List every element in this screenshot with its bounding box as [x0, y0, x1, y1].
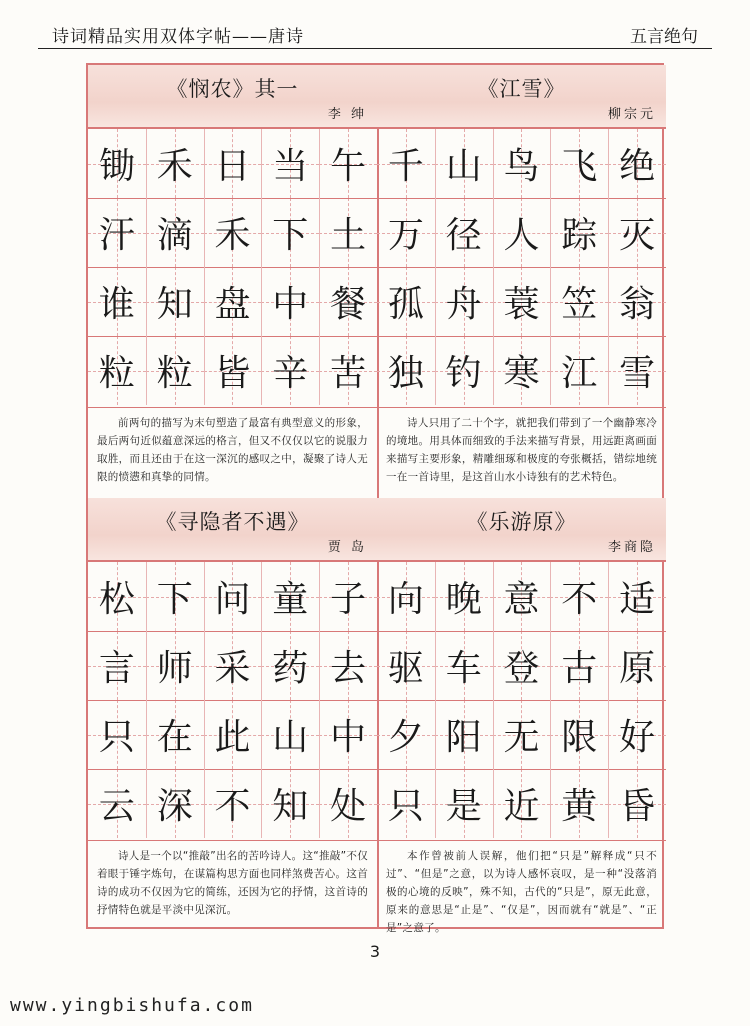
poem-character: 言 — [98, 648, 135, 689]
poem-character: 江 — [561, 353, 598, 394]
poem-author: 李商隐 — [607, 540, 656, 555]
character-cell — [377, 129, 435, 198]
poem-character: 处 — [330, 786, 367, 827]
poem-commentary: 诗人只用了二十个字，就把我们带到了一个幽静寒冷的境地。用具体而细致的手法来描写背景，用远距离画面来描写主要形象，精雕细琢和极度的夸张概括，错综地统一在一首诗里，是这首山水小诗独有的艺术特色。 — [377, 407, 666, 498]
poem-character: 登 — [503, 648, 540, 689]
poem-panel — [377, 65, 666, 498]
character-cell — [88, 198, 146, 267]
poem-character: 童 — [272, 579, 309, 620]
poem-character: 知 — [272, 786, 309, 827]
poem-character: 舟 — [445, 284, 482, 325]
column-line — [550, 562, 551, 838]
poem-character: 禾 — [214, 215, 251, 256]
poem-commentary: 前两句的描写为末句塑造了最富有典型意义的形象，最后两句近似蕴意深远的格言，但又不仅仅以它的说服力取胜，而且还由于在这一深沉的感叹之中，凝聚了诗人无限的愤懑和真挚的同情。 — [88, 407, 377, 498]
poem-character: 鸟 — [503, 146, 540, 187]
character-cell — [550, 198, 608, 267]
column-line — [493, 562, 494, 838]
row-line — [88, 700, 377, 701]
poem-character: 盘 — [214, 284, 251, 325]
poem-character: 不 — [561, 579, 598, 620]
character-cell — [493, 562, 551, 631]
character-cell — [319, 700, 377, 769]
character-cell — [435, 562, 493, 631]
column-line — [493, 129, 494, 405]
character-cell — [261, 267, 319, 336]
poem-character: 独 — [387, 353, 424, 394]
character-cell — [608, 700, 666, 769]
poem-commentary: 诗人是一个以“推敲”出名的苦吟诗人。这“推敲”不仅着眼于锤字炼句，在谋篇构思方面也同样煞费苦心。这首诗的成功不仅因为它的简练，还因为它的抒情，这首诗的抒情特色就是平淡中见深沉。 — [88, 840, 377, 931]
character-cell — [146, 769, 204, 838]
character-cell — [88, 129, 146, 198]
column-line — [435, 129, 436, 405]
character-cell — [493, 267, 551, 336]
row-line — [88, 336, 377, 337]
poem-character: 踪 — [561, 215, 598, 256]
character-cell — [88, 700, 146, 769]
character-cell — [261, 562, 319, 631]
poem-character: 在 — [156, 717, 193, 758]
poem-character: 午 — [330, 146, 367, 187]
character-cell — [319, 631, 377, 700]
poem-character: 雪 — [619, 353, 656, 394]
poem-character: 千 — [387, 146, 424, 187]
page-header — [38, 20, 712, 49]
poem-character: 土 — [330, 215, 367, 256]
poem-character: 绝 — [619, 146, 656, 187]
column-line — [608, 129, 609, 405]
poem-character: 深 — [156, 786, 193, 827]
character-cell — [319, 336, 377, 405]
character-grid — [377, 562, 666, 838]
poem-character: 飞 — [561, 146, 598, 187]
poem-character: 粒 — [98, 353, 135, 394]
poem-character: 向 — [387, 579, 424, 620]
poem-character: 驱 — [387, 648, 424, 689]
character-cell — [146, 129, 204, 198]
poem-character: 灭 — [619, 215, 656, 256]
poem-author: 柳宗元 — [607, 107, 656, 122]
row-line — [88, 198, 377, 199]
character-cell — [204, 562, 262, 631]
poem-character: 粒 — [156, 353, 193, 394]
poem-character: 好 — [619, 717, 656, 758]
character-cell — [261, 769, 319, 838]
character-cell — [146, 336, 204, 405]
character-cell — [319, 562, 377, 631]
column-line — [608, 562, 609, 838]
column-line — [435, 562, 436, 838]
character-cell — [204, 336, 262, 405]
character-cell — [377, 267, 435, 336]
poem-character: 原 — [619, 648, 656, 689]
poem-character: 子 — [330, 579, 367, 620]
poem-title: 《悯农》其一 — [166, 77, 299, 101]
poem-panel — [377, 498, 666, 934]
character-cell — [608, 336, 666, 405]
poem-character: 笠 — [561, 284, 598, 325]
column-line — [146, 562, 147, 838]
poem-character: 无 — [503, 717, 540, 758]
column-line — [204, 129, 205, 405]
poem-panel — [88, 65, 377, 498]
character-cell — [204, 129, 262, 198]
poem-character: 蓑 — [503, 284, 540, 325]
character-cell — [377, 700, 435, 769]
row-line — [88, 631, 377, 632]
character-cell — [88, 769, 146, 838]
poem-character: 谁 — [98, 284, 135, 325]
character-cell — [550, 631, 608, 700]
poem-panel — [88, 498, 377, 931]
character-cell — [435, 198, 493, 267]
poem-character: 阳 — [445, 717, 482, 758]
character-cell — [377, 562, 435, 631]
poem-character: 人 — [503, 215, 540, 256]
poem-banner — [377, 498, 666, 562]
column-line — [146, 129, 147, 405]
poem-character: 中 — [272, 284, 309, 325]
character-cell — [435, 769, 493, 838]
character-cell — [550, 336, 608, 405]
poem-character: 山 — [445, 146, 482, 187]
character-cell — [435, 631, 493, 700]
poem-character: 近 — [503, 786, 540, 827]
poem-character: 禾 — [156, 146, 193, 187]
footer-url: www.yingbishufa.com — [10, 995, 254, 1016]
poem-character: 翁 — [619, 284, 656, 325]
poem-character: 此 — [214, 717, 251, 758]
character-cell — [493, 336, 551, 405]
row-line — [88, 769, 377, 770]
poem-character: 晚 — [445, 579, 482, 620]
poem-character: 餐 — [330, 284, 367, 325]
poem-character: 是 — [445, 786, 482, 827]
poem-character: 采 — [214, 648, 251, 689]
character-cell — [261, 336, 319, 405]
page-number: 3 — [369, 942, 381, 961]
character-cell — [88, 336, 146, 405]
character-grid — [88, 562, 377, 838]
poem-author: 李 绅 — [327, 107, 367, 122]
character-cell — [319, 769, 377, 838]
poem-character: 黄 — [561, 786, 598, 827]
poem-character: 下 — [156, 579, 193, 620]
character-cell — [435, 336, 493, 405]
poem-character: 药 — [272, 648, 309, 689]
character-cell — [608, 769, 666, 838]
section-title: 五言绝句 — [630, 27, 698, 47]
character-cell — [608, 198, 666, 267]
poem-character: 意 — [503, 579, 540, 620]
poem-character: 皆 — [214, 353, 251, 394]
poem-character: 径 — [445, 215, 482, 256]
character-grid — [377, 129, 666, 405]
poem-banner — [88, 498, 377, 562]
poem-commentary: 本作曾被前人误解，他们把“只是”解释成“只不过”、“但是”之意，以为诗人感怀哀叹，是一种“没落消极的心境的反映”，殊不知，古代的“只是”，原无此意，原来的意思是“止是”、“仅是”，因而就有“就是”、“正是”之意了。 — [377, 840, 666, 931]
column-line — [319, 562, 320, 838]
poem-character: 只 — [98, 717, 135, 758]
character-cell — [377, 631, 435, 700]
character-cell — [550, 700, 608, 769]
poem-character: 滴 — [156, 215, 193, 256]
poem-character: 万 — [387, 215, 424, 256]
poem-character: 问 — [214, 579, 251, 620]
character-cell — [88, 631, 146, 700]
row-line — [377, 267, 666, 268]
character-cell — [493, 700, 551, 769]
character-cell — [261, 631, 319, 700]
poem-character: 只 — [387, 786, 424, 827]
character-cell — [319, 267, 377, 336]
character-cell — [435, 129, 493, 198]
character-cell — [204, 267, 262, 336]
poem-author: 贾 岛 — [327, 540, 367, 555]
character-cell — [204, 769, 262, 838]
column-line — [319, 129, 320, 405]
poem-banner — [88, 65, 377, 129]
character-cell — [493, 631, 551, 700]
poem-character: 松 — [98, 579, 135, 620]
character-cell — [608, 562, 666, 631]
character-cell — [608, 129, 666, 198]
character-cell — [146, 700, 204, 769]
row-line — [377, 631, 666, 632]
poem-character: 当 — [272, 146, 309, 187]
poem-character: 适 — [619, 579, 656, 620]
row-line — [88, 267, 377, 268]
row-line — [377, 336, 666, 337]
poem-character: 辛 — [272, 353, 309, 394]
character-cell — [550, 129, 608, 198]
character-cell — [435, 700, 493, 769]
poem-character: 下 — [272, 215, 309, 256]
character-cell — [146, 267, 204, 336]
row-line — [377, 769, 666, 770]
character-cell — [88, 267, 146, 336]
column-line — [261, 562, 262, 838]
character-cell — [204, 700, 262, 769]
column-line — [204, 562, 205, 838]
character-cell — [319, 198, 377, 267]
character-cell — [261, 700, 319, 769]
poem-character: 车 — [445, 648, 482, 689]
character-cell — [550, 769, 608, 838]
poem-character: 云 — [98, 786, 135, 827]
character-cell — [146, 562, 204, 631]
poem-character: 孤 — [387, 284, 424, 325]
character-cell — [88, 562, 146, 631]
character-cell — [146, 198, 204, 267]
book-title: 诗词精品实用双体字帖——唐诗 — [52, 27, 304, 47]
character-cell — [204, 198, 262, 267]
row-line — [377, 198, 666, 199]
poem-character: 古 — [561, 648, 598, 689]
column-line — [261, 129, 262, 405]
character-grid — [88, 129, 377, 405]
poem-character: 日 — [214, 146, 251, 187]
poem-character: 去 — [330, 648, 367, 689]
character-cell — [493, 129, 551, 198]
poem-character: 昏 — [619, 786, 656, 827]
row-line — [377, 700, 666, 701]
poem-character: 师 — [156, 648, 193, 689]
character-cell — [261, 129, 319, 198]
column-line — [550, 129, 551, 405]
poem-character: 中 — [330, 717, 367, 758]
character-cell — [435, 267, 493, 336]
character-cell — [493, 769, 551, 838]
poem-character: 不 — [214, 786, 251, 827]
poem-character: 苦 — [330, 353, 367, 394]
character-cell — [550, 562, 608, 631]
character-cell — [608, 631, 666, 700]
character-cell — [204, 631, 262, 700]
character-cell — [319, 129, 377, 198]
poem-title: 《江雪》 — [477, 77, 566, 101]
poem-character: 限 — [561, 717, 598, 758]
poem-character: 知 — [156, 284, 193, 325]
character-cell — [493, 198, 551, 267]
copybook-frame — [86, 63, 664, 934]
poem-title: 《寻隐者不遇》 — [155, 510, 310, 534]
character-cell — [608, 267, 666, 336]
poem-character: 寒 — [503, 353, 540, 394]
character-cell — [377, 769, 435, 838]
character-cell — [146, 631, 204, 700]
poem-title: 《乐游原》 — [466, 510, 577, 534]
character-cell — [377, 198, 435, 267]
poem-character: 锄 — [98, 146, 135, 187]
poem-character: 山 — [272, 717, 309, 758]
character-cell — [550, 267, 608, 336]
poem-banner — [377, 65, 666, 129]
poem-character: 汗 — [98, 215, 135, 256]
poem-character: 夕 — [387, 717, 424, 758]
character-cell — [377, 336, 435, 405]
poem-character: 钓 — [445, 353, 482, 394]
character-cell — [261, 198, 319, 267]
